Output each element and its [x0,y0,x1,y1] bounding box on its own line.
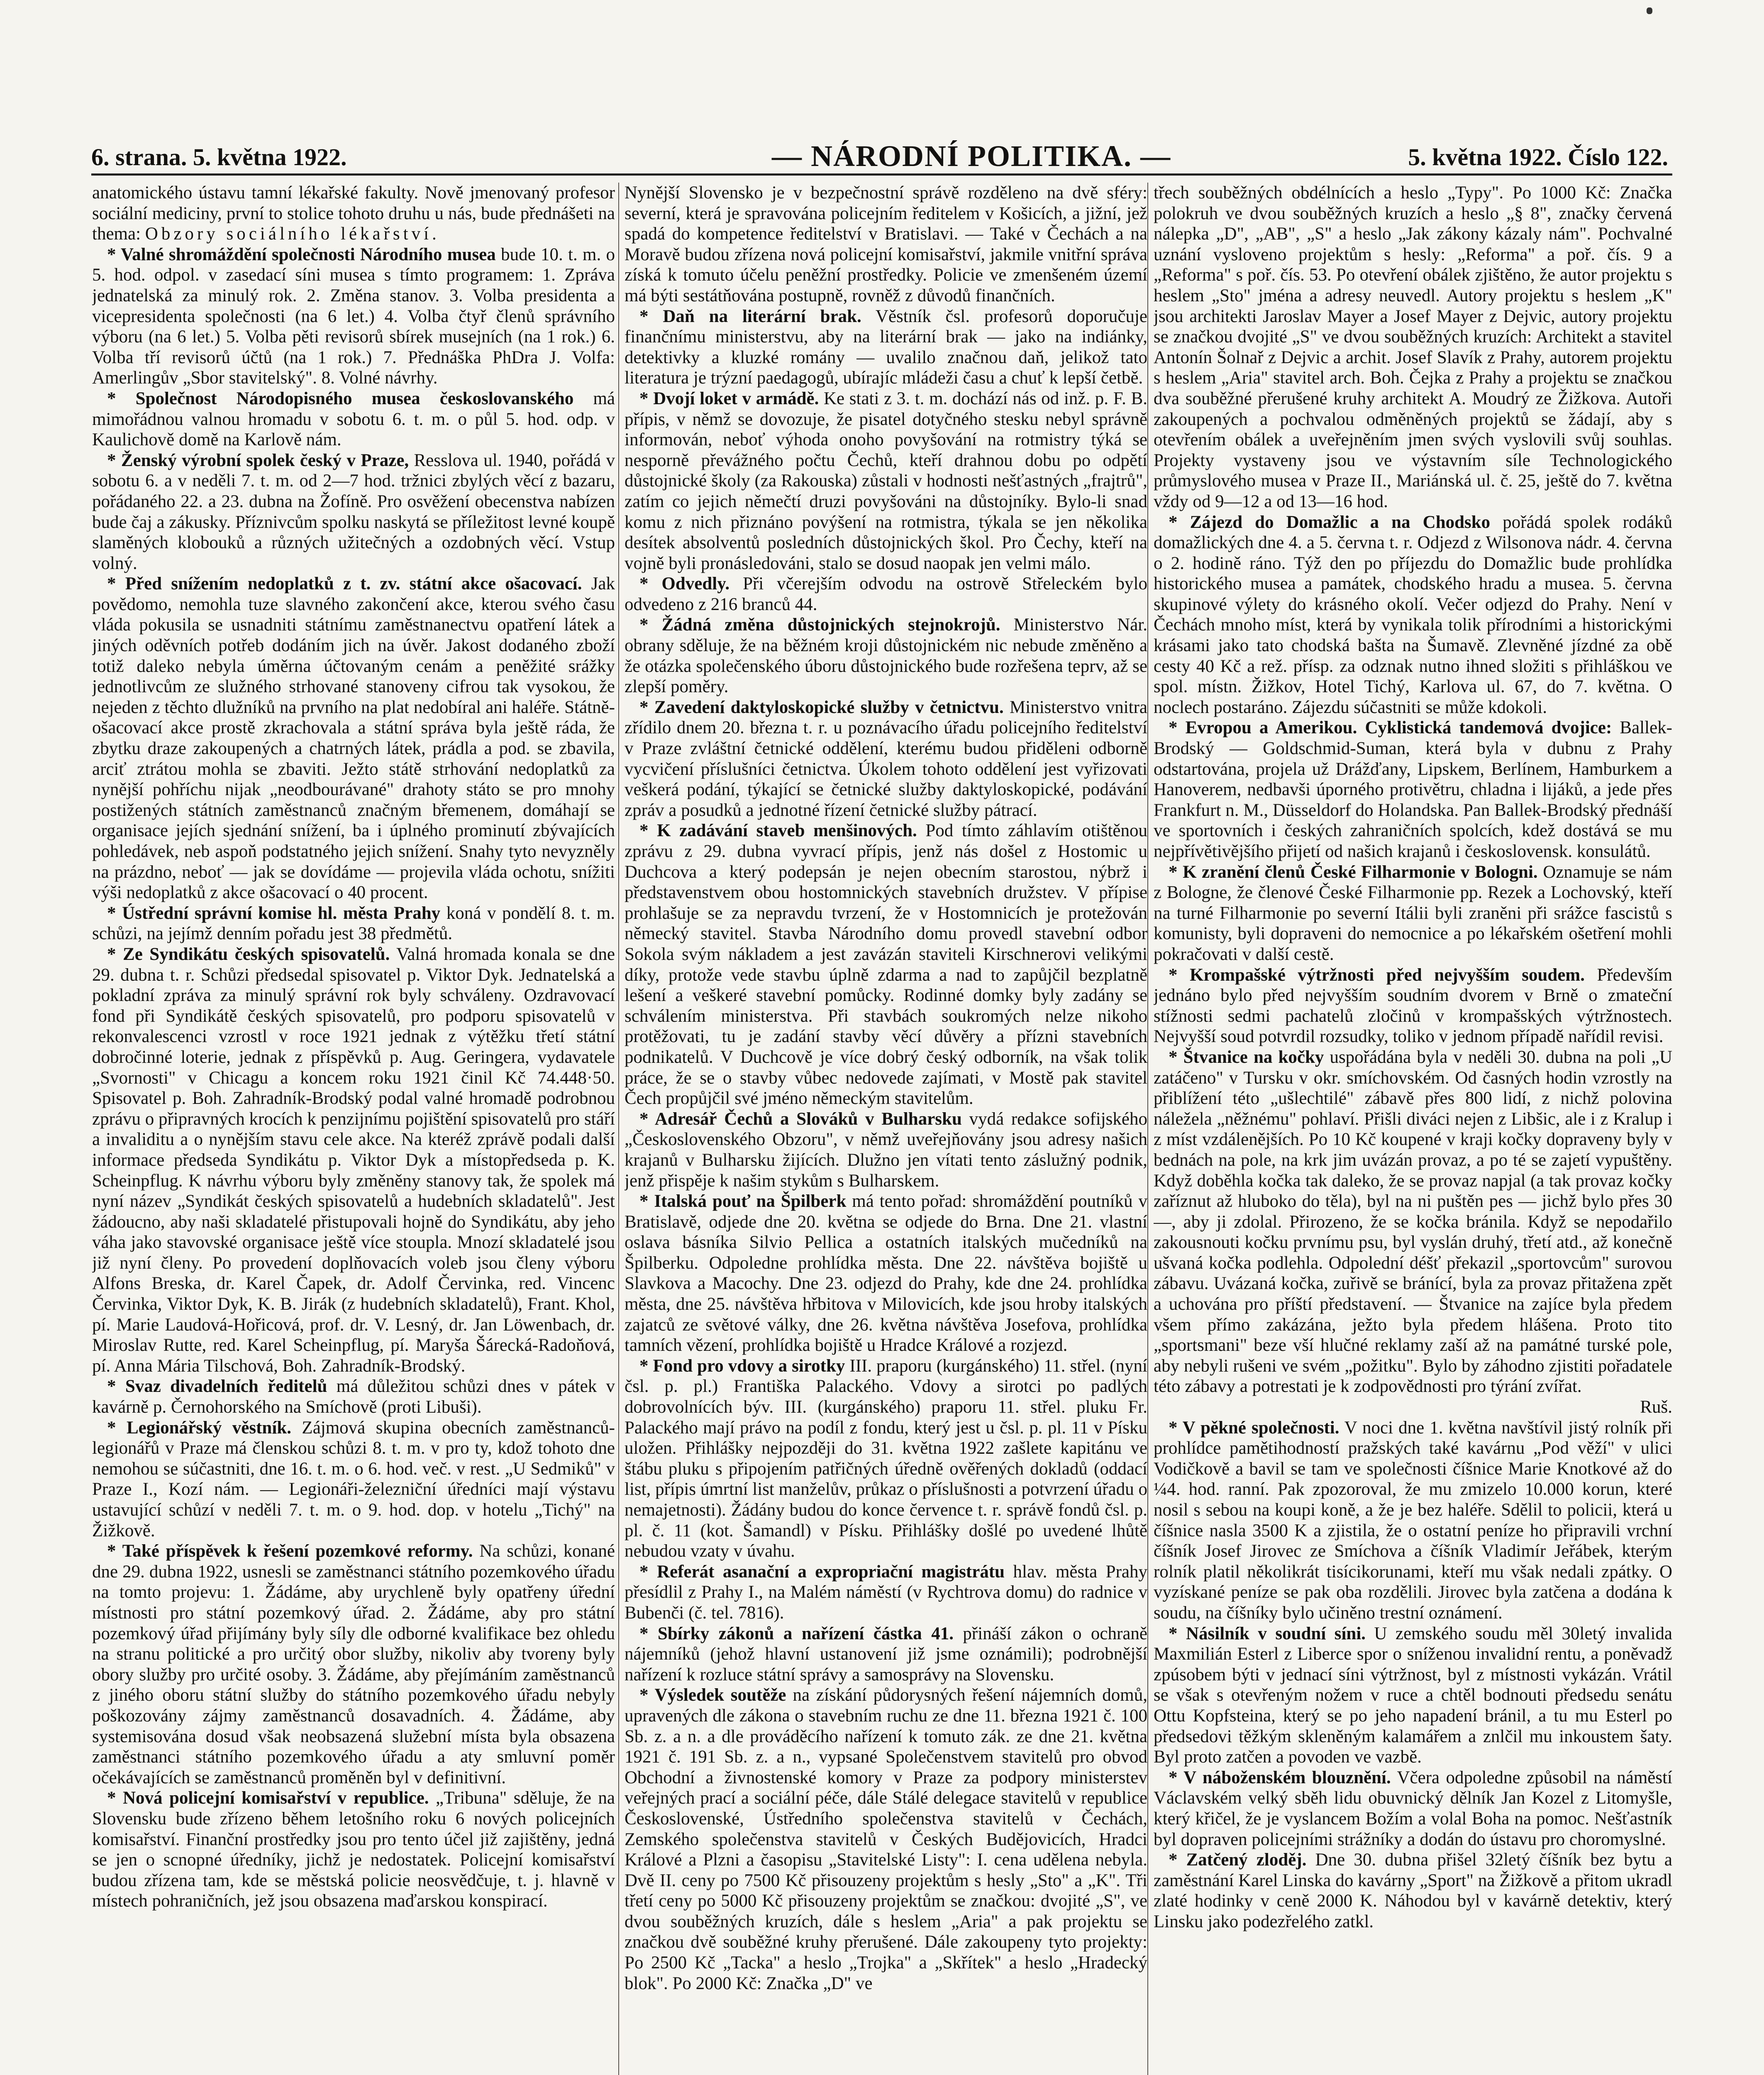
news-item: * Před snížením nedoplatků z t. zv. státní akce ošacovací. Jak povědomo, nemohla tuze slavného zakončení akce, kterou svého času vláda pokusila se usnadniti státnímu zaměstnanectvu opatření látek a jiných oděvních potřeb dodáním jich na úvěr. Jakost dodaného zboží totiž daleko nebyla úměrna účtovaným cenám a peněžité srážky jednotlivcům ze služného strhované stanoveny cifrou tak vysokou, že nejeden z těchto dlužníků na prvního na plat nedobíral ani haléře. Státně-ošacovací akce prostě zkrachovala a státní správa byla ještě ráda, že zbytku draze zakoupených a chatrných látek, prádla a pod. se zbavila, arciť ztrátou mohla se zbaviti. Ježto státě strhování nedoplatků za nynější pohříchu nijak „neodbourávané" drahoty státo se pro mnohy postižených státních zaměstnanců značným břemenem, domáhají se organisace jejích sjednání snížení, ba i úplného prominutí zbývajících pohledávek, neb aspoň podstatného jejich snížení. Snahy tyto nevyzněly na prázdno, neboť — jak se dovídáme — projevila vláda ochotu, snížiti výši nedoplatků z akce ošacovací o 40 procent. [92,574,615,903]
column-3 [1154,183,1672,2075]
news-item: * Daň na literární brak. Věstník čsl. profesorů doporučuje finančnímu ministerstvu, aby na literární brak — jako na indiánky, detektivky a kluzké romány — uvalilo značnou daň, jelikož tato literatura je trýzní paedagogů, ubírajíc mládeži času a chuť k lepší četbě. [625,306,1147,388]
news-headline: * Legionářský věstník. [107,1418,291,1438]
news-item: * Zájezd do Domažlic a na Chodsko pořádá spolek rodáků domažlických dne 4. a 5. června t. r. Odjezd z Wilsonova nádr. 4. června o 2. hodině ráno. Týž den po příjezdu do Domažlic bude prohlídka historického musea a památek, chodského hradu a musea. 5. června skupinové výlety do krásného okolí. Večer odjezd do Prahy. Není v Čechách mnoho míst, která by vynikala tolik přírodními a historickými krásami jako tato chodská bašta na Šumavě. Zlevněné jízdné za obě cesty 40 Kč a rež. přísp. za odznak nutno ihned složiti s přihláškou ve spol. místn. Žižkov, Hotel Tichý, Karlova ul. 67, do 7. května. O noclech postaráno. Zájezdu súčastniti se může kdokoli. [1154,512,1672,717]
author-signature: Ruš. [1640,1397,1672,1417]
news-item: * Valné shromáždění společnosti Národního musea bude 10. t. m. o 5. hod. odpol. v zasedací síni musea s tímto programem: 1. Zpráva jednatelská za minulý rok. 2. Změna stanov. 3. Volba presidenta a vicepresidenta společnosti (na 6 let.) 4. Volba čtyř členů správního výboru (na 6 let.) 5. Volba pěti revisorů sbírek musejních (na 1 rok.) 6. Volba tří revisorů účtů (na 1 rok.) 7. Přednáška PhDra J. Volfa: Amerlingův „Sbor stavitelský". 8. Volné návrhy. [92,244,615,388]
news-item: * Dvojí loket v armádě. Ke stati z 3. t. m. dochází nás od inž. p. F. B. přípis, v němž se dovozuje, že pisatel dotyčného stesku nebyl správně informován, neboť výhoda onoho povyšování na rotmistry týká se nesporně převážného počtu Čechů, kteří drahnou dobu po odpětí důstojnické školy (za Rakouska) zůstali v hodnosti nešťastných „frajtrů", zatím co jejich němečtí druzi povyšováni na důstojníky. Bylo-li snad komu z nich přiznáno povýšení na rotmistra, týkala se jen několika desítek absolventů posledních důstojnických škol. Pro Čechy, kteří na vojně byli pronásledováni, stalo se dosud naopak jen velmi málo. [625,388,1147,573]
news-item: * Ústřední správní komise hl. města Prahy koná v pondělí 8. t. m. schůzi, na jejímž denním pořadu jest 38 předmětů. [92,903,615,944]
news-item: * Krompašské výtržnosti před nejvyšším soudem. Především jednáno bylo před nejvyšším soudním dvorem v Brně o zmateční stížnosti sedmi pachatelů zločinů v krompašských výtržnostech. Nejvyšší soud potvrdil rozsudky, toliko v jednom případě nařídil revisi. [1154,965,1672,1047]
news-item: * Žádná změna důstojnických stejnokrojů. Ministerstvo Nár. obrany sděluje, že na běžném kroji důstojnickém nic nebude změněno a že otázka společenského úboru důstojnického bude rozřešena teprv, až se zlepší poměry. [625,615,1147,697]
news-headline: * Zavedení daktyloskopické služby v četnictvu. [639,697,1004,717]
page-number-date: 6. strana. 5. května 1922. [91,144,347,171]
news-headline: * Zatčený zloděj. [1169,1850,1307,1870]
news-headline: * Valné shromáždění společnosti Národního musea [107,244,496,264]
news-item: * Legionářský věstník. Zájmová skupina obecních zaměstnanců-legionářů v Praze má členskou schůzi 8. t. m. v pro ty, kdož tohoto dne nemohou se súčastniti, dne 16. t. m. o 6. hod. več. v rest. „U Sedmiků" v Praze I., Kozí nám. — Legionáři-železniční úředníci mají výstavu ustavující schůzí v neděli 7. t. m. o 9. hod. dop. v hotelu „Tichý" na Žižkově. [92,1418,615,1540]
news-item: * Italská pouť na Špilberk má tento pořad: shromáždění poutníků v Bratislavě, odjede dne 20. května se odjede do Brna. Dne 21. vlastní oslava básníka Silvio Pellica a ostatních italských mučedníků na Špilberku. Odpoledne prohlídka města. Dne 22. návštěva bojiště u Slavkova a Macochy. Dne 23. odjezd do Prahy, kde dne 24. prohlídka města, dne 25. návštěva hřbitova v Milovicích, kde jsou hroby italských zajatců ze světové války, dne 26. května návštěva Josefova, prohlídka tamních vězení, prohlídka bojiště u Hradce Králové a rozjezd. [625,1191,1147,1355]
article-paragraph: anatomického ústavu tamní lékařské fakulty. Nově jmenovaný profesor sociální mediciny, první to stolice tohoto druhu u nás, bude přednášeti na thema: Obzory sociálního lékařství. [92,183,615,244]
issue-date-number: 5. května 1922. Číslo 122. [1408,144,1668,171]
news-item: * Výsledek soutěže na získání půdorysných řešení nájemních domů, upravených dle zákona o stavebním ruchu ze dne 11. března 1921 č. 100 Sb. z. a n. a dle prováděcího nařízení k tomuto zák. ze dne 21. května 1921 č. 191 Sb. z. a n., vypsané Společenstvem stavitelů pro obvod Obchodní a živnostenské komory v Praze za podpory ministerstev veřejných prací a sociální péče, dále Stálé delegace stavitelů v republice Československé, Ústředního společenstva stavitelů v Čechách, Zemského společenstva stavitelů v Českých Budějovicích, Hradci Králové a Plzni a časopisu „Stavitelské Listy": I. cena udělena nebyla. Dvě II. ceny po 7500 Kč přisouzeny projektům s hesly „Sto" a „K". Tři třetí ceny po 5000 Kč přisouzeny projektům se značkou: dvojité „S", ve dvou souběžných kruzích, dále s heslem „Aria" a pak projektu se značkou dvě souběžné kruhy přerušené. Dále zakoupeny tyto projekty: Po 2500 Kč „Tacka" a heslo „Trojka" a „Skřítek" a heslo „Hradecký blok". Po 2000 Kč: Značka „D" ve [625,1685,1147,1993]
news-headline: * Evropou a Amerikou. Cyklistická tandemová dvojice: [1169,718,1612,738]
news-headline: * Společnost Národopisného musea českoslovanského [107,388,574,408]
news-item: * Ženský výrobní spolek český v Praze, Resslova ul. 1940, pořádá v sobotu 6. a v neděli 7. t. m. od 2—7 hod. tržnici zbylých věcí z bazaru, pořádaného 22. a 23. dubna na Žofíně. Pro osvěžení obecenstva nabízen bude čaj a zákusky. Příznivcům spolku naskytá se příležitost levné koupě slaměných klobouků a různých užitečných a ozdobných věcí. Vstup volný. [92,450,615,573]
news-headline: * V náboženském blouznění. [1169,1767,1391,1787]
column-divider-1 [618,183,619,2075]
news-item: * Štvanice na kočky uspořádána byla v neděli 30. dubna na poli „U zatáčeno" v Tursku v okr. smíchovském. Od časných hodin vzrostly na přiblížení této „ušlechtilé" zábavě přes 800 lidí, z nichž polovina náležela „něžnému" pohlaví. Přišli diváci nejen z Libšic, ale i z Kralup i z míst vzdálenějších. Po 10 Kč koupené v kraji kočky dopraveny byly v bednách na pole, na krk jim uvázán provaz, a po té se zajetí vypuštěny. Když doběhla kočka tak daleko, že se provaz napjal (a tak provaz kočky zaříznut až hluboko do těla), byl na ni puštěn pes — jichž bylo přes 30 —, aby ji zdolal. Přirozeno, že se kočka bránila. Když se nepodařilo zakousnouti kočku prvnímu psu, byl vyslán druhý, třetí atd., až konečně ušvaná kočka podlehla. Odpolední déšť překazil „sportovcům" surovou zábavu. Uvázaná kočka, zuřivě se bránící, byla za provaz přitažena zpět a uchována pro příští představení. — Štvanice na zajíce byla předem všem přímo zakázána, ježto byla předem hlášena. Proto tito „sportsmani" beze vší hlučné reklamy zaší až na památné turské pole, aby nebyli rušeni ve svém „požitku". Bylo by záhodno zjistiti pořadatele této zábavy a potrestati je k zodpovědnosti pro týrání zvířat. [1154,1047,1672,1396]
news-headline: * Násilník v soudní síni. [1169,1623,1366,1643]
news-headline: * Italská pouť na Špilberk [639,1191,847,1211]
news-headline: * Zájezd do Domažlic a na Chodsko [1169,512,1491,532]
article-paragraph: Nynější Slovensko je v bezpečnostní správě rozděleno na dvě sféry: severní, která je spravována policejním ředitelem v Košicích, a jižní, jež spadá do kompetence ředitelství v Bratislavi. — Také v Čechách a na Moravě budou zřízena nová policejní komisařství, jakmile vnitřní správa získá k tomuto účelu peněžní prostředky. Policie ve zmenšeném území má býti sestátňována postupně, rovněž z důvodů finančních. [625,183,1147,305]
news-headline: * Referát asanační a expropriační magistrátu [639,1562,1005,1582]
news-item: * V pěkné společnosti. V noci dne 1. května navštívil jistý rolník při prohlídce pamětihodností pražských také kavárnu „Pod věží" v ulici Vodičkově a bavil se tam ve společnosti číšnice Marie Knotkové až do ¼4. hod. ranní. Pak zpozoroval, že mu zmizelo 10.000 korun, které nosil s sebou na koupi koně, a že je bez haléře. Sdělil to policii, která u číšnice nasla 3500 K a zjistila, že o ostatní peníze ho připravili vrchní číšník Josef Jirovec ze Smíchova a číšník Vladimír Jeřábek, kterým rolník platil několikrát tisícikorunami, kteří mu však nedali zpátky. O vyzískané peníze se pak oba rozdělili. Jirovec byla zatčena a dodána k soudu, na číšníky bylo učiněno trestní oznámení. [1154,1418,1672,1623]
news-item: * Nová policejní komisařství v republice. „Tribuna" sděluje, že na Slovensku bude zřízeno během letošního roku 6 nových policejních komisařství. Finanční prostředky jsou pro tento účel již zajištěny, jedná se jen o scnopné úředníky, jichž je nedostatek. Policejní komisařství budou zřízena tam, kde se městská policie neosvědčuje, t. j. hlavně v místech pohraničních, jež jsou obsazena maďarskou konspirací. [92,1788,615,1911]
news-item: * Adresář Čechů a Slováků v Bulharsku vydá redakce sofijského „Československého Obzoru", v němž uveřejňovány jsou adresy našich krajanů v Bulharsku žijících. Dlužno jen vítati tento záslužný podnik, jenž přispěje k našim stykům s Bulharskem. [625,1109,1147,1191]
news-headline: * V pěkné společnosti. [1169,1418,1339,1438]
news-item: * Násilník v soudní síni. U zemského soudu měl 30letý invalida Maxmilián Esterl z Liberce spor o sníženou invalidní rentu, a poněvadž zpúsobem býti v jednací síni výtržnost, byl z místnosti vykázán. Vrátil se však s otevřeným nožem v ruce a chtěl bodnouti předsedu senátu Ottu Kopfsteina, který se po jeho napadení bránil, a tu mu Esterl po předsedovi těžkým skleněným kalamářem a znlčil mu inkoustem šaty. Byl proto zatčen a povoden ve vazbě. [1154,1623,1672,1767]
news-headline: * Výsledek soutěže [639,1685,786,1705]
news-item: * V náboženském blouznění. Včera odpoledne způsobil na náměstí Václavském velký sběh lidu obuvnický dělník Jan Kozel z Litomyšle, který křičel, že je vyslancem Božím a volal Boha na pomoc. Nešťastník byl dopraven policejními strážníky a dodán do ústavu pro choromyslné. [1154,1767,1672,1849]
news-item: * Společnost Národopisného musea českoslovanského má mimořádnou valnou hromadu v sobotu 6. t. m. o půl 5. hod. odp. v Kaulichově domě na Karlově nám. [92,388,615,450]
header-rule [91,173,1672,176]
news-item: * Sbírky zákonů a nařízení částka 41. přináší zákon o ochraně nájemníků (jehož hlavní ustanovení již jsme oznámili); podrobnější nařízení k rozluce státní správy a samosprávy na Slovensku. [625,1623,1147,1684]
news-headline: * Dvojí loket v armádě. [639,388,819,408]
news-headline: * Ženský výrobní spolek český v Praze, [107,450,409,470]
news-item: * K zadávání staveb menšinových. Pod tímto záhlavím otištěnou zprávu z 29. dubna vyvrací přípis, jenž nás došel z Hostomic u Duchcova a který podepsán je nejen obecním starostou, nýbrž i představenstvem obou hostomnických stavebních družstev. V přípise prohlašuje se za nepravdu tvrzení, že v Hostomnicích je protežován německý stavitel. Stavba Národního domu provedl stavební odbor Sokola svým nákladem a jest zavázán staviteli Kirschnerovi velikými díky, protože vede stavbu úplně zdarma a nad to zapůjčil bezplatně lešení a veškeré stavební pomůcky. Rodinné domky byly zadány se schválením ministerstva. Při stavbách soukromých nelze nikoho protěžovati, tu je zadání stavby věcí důvěry a přízni stavebních podnikatelů. V Duchcově je více dobrý český odborník, na však tolik práce, že se o stavby vůbec nedovede zajímati, v Mostě pak stavitel Čech propůjčil své jméno německým stavitelům. [625,821,1147,1108]
column-1 [92,183,615,2075]
news-item: * K zranění členů České Filharmonie v Bologni. Oznamuje se nám z Bologne, že členové České Filharmonie pp. Rezek a Lochovský, kteří na turné Filharmonie po severní Itálii byli zraněni při srážce fascistů s komunisty, byli dopraveni do nemocnice a po lékařském ošetření mohli pokračovati v další cestě. [1154,862,1672,964]
article-paragraph: třech souběžných obdélnících a heslo „Typy". Po 1000 Kč: Značka polokruh ve dvou souběžných kruzích a heslo „§ 8", značky červená nálepka „D", „AB", „S" a heslo „Jak zákony kázaly nám". Pochvalné uznání vysloveno projektům s hesly: „Reforma" a poř. čís. 9 a „Reforma" s poř. čís. 53. Po otevření obálek zjištěno, že autor projektu s heslem „Sto" jména a adresy neuvedl. Autory projektu s heslem „K" jsou architekti Jaroslav Mayer a Josef Mayer z Dejvic, autory projektu se značkou dvojité „S" ve dvou souběžných kruzích: Architekt a stavitel Antonín Šolnař z Dejvic a archit. Josef Slavík z Prahy, autorem projektu s heslem „Aria" stavitel arch. Boh. Čejka z Prahy a projektu se značkou dva souběžné přerušené kruhy architekt A. Moudrý ze Žižkova. Autoři zakoupených a pochvalou odměněných projektů se žádají, aby s otevřením obálek a uveřejněním jmen svých vyslovili svůj souhlas. Projekty vystaveny jsou ve výstavním síle Technologického průmyslového musea v Praze II., Mariánská ul. č. 25, ještě do 7. května vždy od 9—12 a od 13—16 hod. [1154,183,1672,511]
news-item: * Zavedení daktyloskopické služby v četnictvu. Ministerstvo vnitra zřídilo dnem 20. března t. r. u poznávacího úřadu policejního ředitelství v Praze zvláštní četnické oddělení, kterému budou přiděleni odborně vycvičení příslušníci četnictva. Úkolem tohoto oddělení jest vyřizovati veškerá podání, týkající se četnické služby daktyloskopické, podávání zpráv a posudků a jednotné řízení četnické služby pátrací. [625,697,1147,820]
masthead-title: — NÁRODNÍ POLITIKA. — [772,139,1171,173]
news-headline: * Ze Syndikátu českých spisovatelů. [107,944,390,964]
news-headline: * Také příspěvek k řešení pozemkové reformy. [107,1541,473,1561]
news-item: * Odvedly. Při včerejším odvodu na ostrově Střeleckém bylo odvedeno z 216 branců 44. [625,574,1147,614]
news-headline: * Žádná změna důstojnických stejnokrojů. [639,615,1000,635]
news-item: * Fond pro vdovy a sirotky III. praporu (kurgánského) 11. střel. (nyní čsl. p. pl.) Františka Palackého. Vdovy a sirotci po padlých dobrovolnících býv. III. (kurgánského) praporu 11. střel. pluku Fr. Palackého mají právo na podíl z fondu, který jest u čsl. p. pl. 11 v Písku uložen. Přihlášky nejpozději do 31. května 1922 zašlete kapitánu ve štábu pluku s připojením patřičných úředně ověřených dokladů (oddací list, přípis úmrtní list manželův, průkaz o příslušnosti a potvrzení úřadu o nemajetnosti). Žádány budou do konce července t. r. správě fondů čsl. p. pl. č. 11 (kot. Šamandl) v Písku. Přihlášky došlé po uvedené lhůtě nebudou vzaty v úvahu. [625,1356,1147,1561]
news-headline: * Odvedly. [639,574,730,594]
news-headline: * Fond pro vdovy a sirotky [639,1356,845,1376]
news-headline: * Daň na literární brak. [639,306,861,326]
news-headline: * Krompašské výtržnosti před nejvyšším soudem. [1169,965,1585,985]
news-item: * Evropou a Amerikou. Cyklistická tandemová dvojice: Ballek-Brodský — Goldschmid-Suman, která byla v dubnu z Prahy odstartována, projela už Drážďany, Lipskem, Berlínem, Hamburkem a Hanoverem, nedbavši úporného protivětru, chladna i lijáků, a jede přes Frankfurt n. M., Düsseldorf do Holandska. Pan Ballek-Brodský přednáší ve sportovních i českých zahraničních spolcích, kdež dostává se mu nejpřívětivějšího přijetí od našich krajanů i československ. konsulátů. [1154,718,1672,861]
page-header [91,139,1668,172]
corner-speck [1647,7,1652,14]
column-divider-2 [1147,183,1148,2075]
news-headline: * Štvanice na kočky [1169,1047,1324,1067]
news-item: * Svaz divadelních ředitelů má důležitou schůzi dnes v pátek v kavárně p. Černohorského na Smíchově (proti Libuši). [92,1377,615,1417]
news-headline: * Svaz divadelních ředitelů [107,1377,327,1396]
news-headline: * Před snížením nedoplatků z t. zv. státní akce ošacovací. [107,574,582,594]
news-item: * Referát asanační a expropriační magistrátu hlav. města Prahy přesídlil z Prahy I., na Malém náměstí (v Rychtrova domu) do radnice v Bubenči (č. tel. 7816). [625,1562,1147,1623]
news-headline: * K zranění členů České Filharmonie v Bologni. [1169,862,1538,882]
news-headline: * K zadávání staveb menšinových. [639,821,917,841]
news-item: * Zatčený zloděj. Dne 30. dubna přišel 32letý číšník bez bytu a zaměstnání Karel Linska do kavárny „Sport" na Žižkově a přitom ukradl zlaté hodinky v ceně 2000 K. Náhodou byl v kavárně detektiv, který Linsku jako podezřelého zatkl. [1154,1850,1672,1931]
news-item: * Také příspěvek k řešení pozemkové reformy. Na schůzi, konané dne 29. dubna 1922, usnesli se zaměstnanci státního pozemkového úřadu na tomto projevu: 1. Žádáme, aby urychleně byly opatřeny úřední místnosti pro státní pozemkový úřad. 2. Žádáme, aby pro státní pozemkový úřad přijímány byly síly dle odborné kvalifikace bez ohledu na stranu politické a pro určitý obor služby, nikoliv aby tvoreny byly obory služby pro určité osoby. 3. Žádáme, aby přejímáním zaměstnanců z jiného oboru státní služby do státního pozemkového úřadu nebyly poškozovány zájmy zaměstnanců dosavadních. 4. Žádáme, aby systemisována dosud však neobsazená služební místa byla obsazena zaměstnanci státního pozemkového úřadu a aty smluvní poměr očekávajících se zaměstnanců proměněn byl v definitivní. [92,1541,615,1787]
news-item: * Ze Syndikátu českých spisovatelů. Valná hromada konala se dne 29. dubna t. r. Schůzi předsedal spisovatel p. Viktor Dyk. Jednatelská a pokladní zpráva za minulý správní rok byly schváleny. Ozdravovací fond při Syndikátě českých spisovatelů, pro podporu spisovatelů v rekonvalescenci vzrostl v roce 1921 jednak z výtěžku třetí státní dobročinné loterie, jednak z příspěvků p. Aug. Geringera, vydavatele „Svornosti" v Chicagu a koncem roku 1921 činil Kč 74.448·50. Spisovatel p. Boh. Zahradník-Brodský podal valné hromadě podrobnou zprávu o připravných krocích k penzijnímu pojištění spisovatelů pro stáří a invaliditu a o nynějším stavu cele akce. Na kteréž zprávě podali další informace předseda Syndikátu p. Viktor Dyk a místopředseda p. K. Scheinpflug. K návrhu výboru byly změněny stanovy tak, že spolek má nyní název „Syndikát českých spisovatelů a hudebních skladatelů". Jest žádoucno, aby naši skladatelé přistupovali hojně do Syndikátu, aby jeho váha jako stavovské organisace ještě více stoupla. Mnozí skladatelé jsou již nyní členy. Po provedení doplňovacích voleb jsou členy výboru Alfons Breska, dr. Karel Čapek, dr. Adolf Červinka, red. Vincenc Červinka, Viktor Dyk, K. B. Jirák (z hudebních skladatelů), Frant. Khol, pí. Marie Laudová-Hořicová, prof. dr. V. Lesný, dr. Jan Löwenbach, dr. Miroslav Rutte, red. Karel Scheinpflug, pí. Maryša Šárecká-Radoňová, pí. Anna Mária Tilschová, Boh. Zahradník-Brodský. [92,944,615,1376]
news-headline: * Nová policejní komisařství v republice. [107,1788,429,1808]
news-headline: * Adresář Čechů a Slováků v Bulharsku [639,1109,962,1129]
column-2 [625,183,1147,2075]
news-headline: * Sbírky zákonů a nařízení částka 41. [639,1623,954,1643]
news-headline: * Ústřední správní komise hl. města Prahy [107,903,441,923]
